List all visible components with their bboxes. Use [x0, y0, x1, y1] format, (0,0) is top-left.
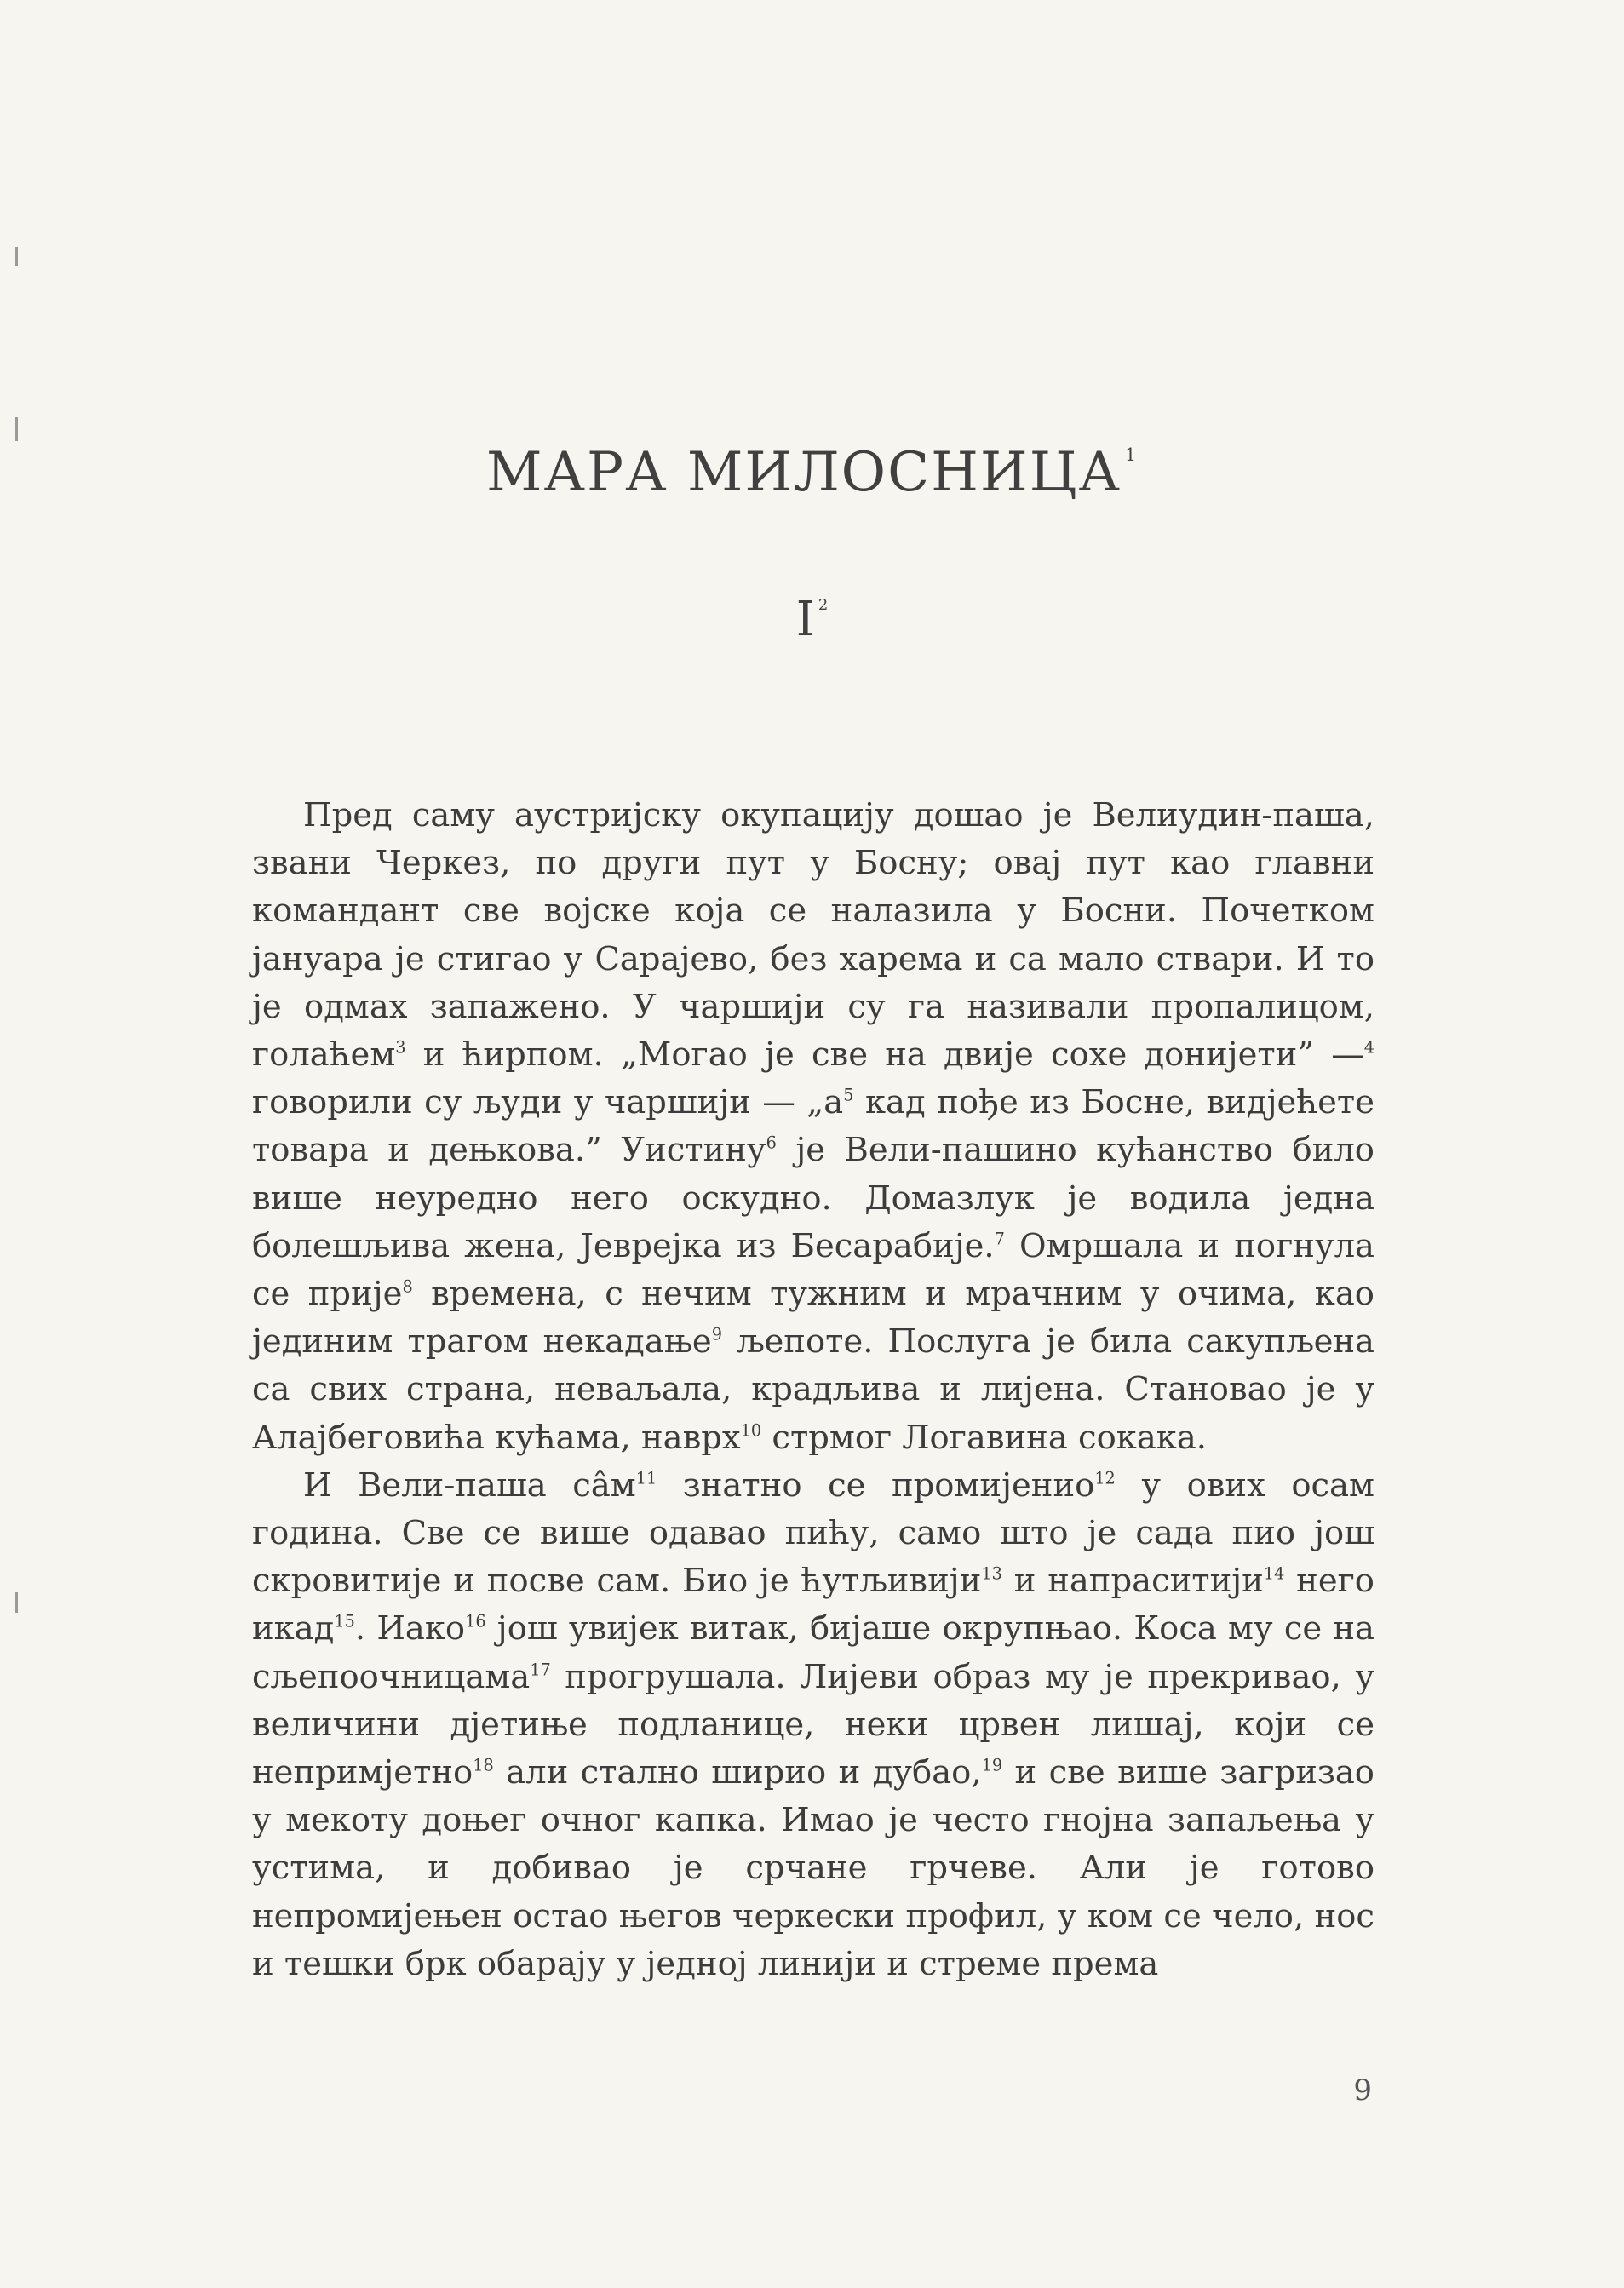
- text-run: још увијек витак, бијаше окрупњао. Коса му се на сљепоочницама: [252, 1609, 1375, 1696]
- body-text: [252, 792, 1374, 1988]
- text-run: у ових осам година. Све се више одавао пићу, само што је сада пио још скровитије и посве сам. Био је ћутљивији: [252, 1465, 1375, 1601]
- text-run: Омршала и погнула се прије: [252, 1226, 1375, 1314]
- scan-edge-mark: [15, 417, 18, 441]
- footnote-marker: 14: [1263, 1563, 1285, 1584]
- text-run: И Вели-паша сâм: [303, 1465, 636, 1505]
- footnote-marker: 3: [395, 1037, 406, 1058]
- text-run: кад пође из Босне, видјећете товара и дењкова.” Уистину: [252, 1083, 1374, 1170]
- page-number: 9: [1353, 2073, 1372, 2107]
- footnote-marker: 15: [334, 1612, 355, 1632]
- footnote-marker: 12: [1094, 1468, 1116, 1488]
- scan-edge-mark: [15, 1592, 18, 1613]
- footnote-marker: 18: [473, 1755, 494, 1775]
- text-run: знатно се промијенио: [657, 1465, 1095, 1505]
- footnote-marker: 9: [711, 1324, 722, 1345]
- footnote-marker: 16: [465, 1612, 486, 1632]
- text-run: Пред саму аустријску окупацију дошао је Велиудин-паша, звани Черкез, по други пут у Босну; овај пут као главни командант све војске која се налазила у Босни. Почетком јануара је стигао у Сарајево, без харема и са мало ствари. И то је одмах запажено. У чаршији су га називали пропалицом, голаћем: [252, 796, 1374, 1075]
- text-run: прогрушала. Лијеви образ му је прекривао, у величини дјетиње подланице, неки црвен лишај, који се непримјетно: [252, 1657, 1374, 1792]
- text-run: стрмог Логавина сокака.: [761, 1418, 1208, 1457]
- text-run: и ћирпом. „Могао је све на двије сохе донијети” —: [405, 1035, 1364, 1075]
- text-run: и све више загризао у мекоту доњег очног капка. Имао је често гнојна запаљења у устима, и добивао је срчане грчеве. Али је готово непромијењен остао његов черкески профил, у ком се чело, нос и тешки брк обарају у једној линији и стреме према: [252, 1753, 1374, 1983]
- section-numeral: I: [795, 592, 815, 647]
- paragraph-1: [252, 792, 1374, 1462]
- text-run: љепоте. Послуга је била сакупљена са свих страна, неваљала, крадљива и лијена. Становао је у Алајбеговића кућама, наврх: [252, 1322, 1374, 1457]
- footnote-marker: 13: [981, 1563, 1002, 1584]
- footnote-marker: 7: [994, 1229, 1005, 1249]
- section-heading: [0, 592, 1624, 647]
- footnote-marker: 17: [530, 1660, 551, 1680]
- text-run: и напраситији: [1001, 1562, 1264, 1601]
- footnote-marker: 10: [740, 1420, 762, 1441]
- footnote-marker: 11: [635, 1468, 657, 1488]
- chapter-title-text: МАРА МИЛОСНИЦА: [486, 441, 1122, 504]
- footnote-marker: 6: [766, 1133, 777, 1153]
- paragraph-2: [252, 1462, 1374, 1988]
- text-run: говорили су људи у чаршији — „а: [252, 1083, 844, 1122]
- scan-edge-mark: [15, 247, 18, 266]
- footnote-marker: 1: [1124, 444, 1138, 466]
- text-run: али стално ширио и дубао,: [493, 1753, 982, 1792]
- text-run: него икад: [252, 1562, 1374, 1649]
- chapter-title: [0, 441, 1624, 504]
- text-run: . Иако: [354, 1609, 466, 1649]
- text-run: је Вели-пашино кућанство било више неуредно него оскудно. Домазлук је водила једна болешљива жена, Јеврејка из Бесарабије.: [252, 1131, 1374, 1265]
- text-run: времена, с нечим тужним и мрачним у очима, као јединим трагом некадање: [252, 1275, 1374, 1362]
- footnote-marker: 19: [981, 1755, 1003, 1775]
- footnote-marker: 2: [818, 595, 829, 614]
- footnote-marker: 5: [843, 1085, 854, 1105]
- footnote-marker: 8: [402, 1276, 413, 1297]
- footnote-marker: 4: [1363, 1037, 1374, 1058]
